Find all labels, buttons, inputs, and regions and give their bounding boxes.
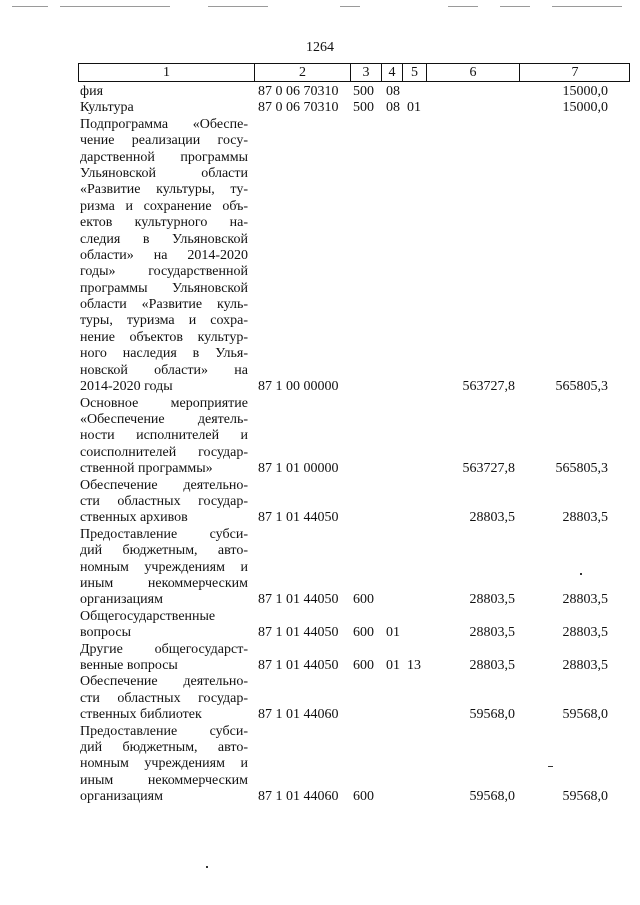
row-name xyxy=(80,84,248,100)
scan-edge-artifact xyxy=(0,6,640,10)
table-row xyxy=(0,478,640,527)
row-code: 87 0 06 70310 xyxy=(258,100,339,116)
row-name-line: области «Развитие куль- xyxy=(80,297,248,313)
row-name-line: ности исполнителей и xyxy=(80,428,248,444)
row-name-line: ного наследия в Улья- xyxy=(80,346,248,362)
row-name-line: венные вопросы xyxy=(80,657,178,673)
row-name xyxy=(80,117,248,396)
row-name-line: Предоставление субси- xyxy=(80,526,248,542)
row-value-col6: 59568,0 xyxy=(469,707,515,723)
row-name-line: Предоставление субси- xyxy=(80,723,248,739)
row-value-col7: 15000,0 xyxy=(562,83,608,99)
row-expense-type: 13 xyxy=(407,657,421,673)
row-section: 600 xyxy=(353,625,374,641)
header-col-4: 4 xyxy=(382,64,403,81)
row-value-col6: 28803,5 xyxy=(469,592,515,608)
row-subsection: 08 xyxy=(386,83,400,99)
row-name-line: новской области» на xyxy=(80,362,248,378)
row-name xyxy=(80,724,248,806)
row-code: 87 1 01 44050 xyxy=(258,625,339,641)
row-name-line: номным учреждениям и xyxy=(80,559,248,575)
table-header xyxy=(78,63,630,82)
row-subsection: 01 xyxy=(386,657,400,673)
row-name xyxy=(80,478,248,527)
row-code: 87 1 01 44050 xyxy=(258,592,339,608)
row-name-line: организациям xyxy=(80,592,163,608)
row-value-col6: 28803,5 xyxy=(469,657,515,673)
row-name-line: Общегосударственные xyxy=(80,608,216,624)
row-value-col7: 565805,3 xyxy=(555,461,608,477)
row-value-col7: 565805,3 xyxy=(555,379,608,395)
row-name-line: ственных библиотек xyxy=(80,707,202,723)
table-row xyxy=(0,100,640,116)
row-name-line: туры, туризма и сохра- xyxy=(80,313,248,329)
header-col-1: 1 xyxy=(79,64,255,81)
row-name-line: вопросы xyxy=(80,625,131,641)
table-row xyxy=(0,724,640,806)
row-code: 87 0 06 70310 xyxy=(258,83,339,99)
row-name xyxy=(80,396,248,478)
row-name xyxy=(80,674,248,723)
row-value-col7: 28803,5 xyxy=(562,510,608,526)
row-section: 500 xyxy=(353,83,374,99)
table-row xyxy=(0,84,640,100)
row-name-line: фия xyxy=(80,84,104,99)
row-code: 87 1 01 44060 xyxy=(258,707,339,723)
header-col-6: 6 xyxy=(427,64,520,81)
row-name-line: «Развитие культуры, ту- xyxy=(80,182,248,198)
row-value-col6: 28803,5 xyxy=(469,510,515,526)
row-code: 87 1 01 00000 xyxy=(258,461,339,477)
row-name-line: чение реализации госу- xyxy=(80,133,248,149)
table-row xyxy=(0,674,640,723)
row-value-col7: 59568,0 xyxy=(562,789,608,805)
row-code: 87 1 01 44060 xyxy=(258,789,339,805)
row-name-line: нение объектов культур- xyxy=(80,329,248,345)
row-name-line: Обеспечение деятельно- xyxy=(80,674,248,690)
row-name-line: дий бюджетным, авто- xyxy=(80,739,248,755)
row-name-line: следия в Ульяновской xyxy=(80,231,248,247)
row-name-line: годы» государственной xyxy=(80,264,248,280)
row-name-line: иным некоммерческим xyxy=(80,575,248,591)
row-name-line: Основное мероприятие xyxy=(80,395,248,411)
row-name-line: Обеспечение деятельно- xyxy=(80,477,248,493)
row-name-line: программы Ульяновской xyxy=(80,280,248,296)
row-name-line: организациям xyxy=(80,789,163,805)
scan-speck xyxy=(206,866,208,868)
row-name-line: ственной программы» xyxy=(80,461,213,477)
row-name-line: Подпрограмма «Обеспе- xyxy=(80,116,248,132)
row-section: 600 xyxy=(353,592,374,608)
row-value-col7: 28803,5 xyxy=(562,657,608,673)
row-code: 87 1 00 00000 xyxy=(258,379,339,395)
header-col-5: 5 xyxy=(403,64,427,81)
row-section: 600 xyxy=(353,789,374,805)
table-row xyxy=(0,396,640,478)
row-expense-type: 01 xyxy=(407,100,421,116)
table-row xyxy=(0,527,640,609)
row-value-col7: 28803,5 xyxy=(562,592,608,608)
header-col-3: 3 xyxy=(351,64,382,81)
row-name-line: сти областных государ- xyxy=(80,690,248,706)
row-name-line: Культура xyxy=(80,100,134,116)
scan-speck xyxy=(548,766,553,767)
row-name-line: области» на 2014-2020 xyxy=(80,247,248,263)
row-subsection: 08 xyxy=(386,100,400,116)
row-name-line: Другие общегосударст- xyxy=(80,641,248,657)
row-name xyxy=(80,100,248,116)
row-value-col7: 28803,5 xyxy=(562,625,608,641)
row-name-line: ризма и сохранение объ- xyxy=(80,198,248,214)
row-value-col6: 59568,0 xyxy=(469,789,515,805)
row-code: 87 1 01 44050 xyxy=(258,510,339,526)
table-row xyxy=(0,117,640,396)
table-row xyxy=(0,609,640,642)
row-name-line: дарственной программы xyxy=(80,149,248,165)
row-name xyxy=(80,527,248,609)
row-name-line: номным учреждениям и xyxy=(80,756,248,772)
row-value-col6: 28803,5 xyxy=(469,625,515,641)
row-value-col6: 563727,8 xyxy=(462,379,515,395)
row-name-line: ственных архивов xyxy=(80,510,188,526)
table-row xyxy=(0,642,640,675)
row-name-line: ектов культурного на- xyxy=(80,215,248,231)
row-name-line: «Обеспечение деятель- xyxy=(80,411,248,427)
row-name xyxy=(80,642,248,675)
row-code: 87 1 01 44050 xyxy=(258,657,339,673)
row-value-col7: 15000,0 xyxy=(562,100,608,116)
row-name-line: сти областных государ- xyxy=(80,493,248,509)
row-subsection: 01 xyxy=(386,625,400,641)
row-value-col6: 563727,8 xyxy=(462,461,515,477)
row-name-line: 2014-2020 годы xyxy=(80,379,173,395)
page-number: 1264 xyxy=(306,40,334,55)
header-col-2: 2 xyxy=(255,64,351,81)
row-value-col7: 59568,0 xyxy=(562,707,608,723)
header-col-7: 7 xyxy=(571,65,579,80)
row-section: 500 xyxy=(353,100,374,116)
row-section: 600 xyxy=(353,657,374,673)
row-name-line: соисполнителей государ- xyxy=(80,444,248,460)
scan-speck xyxy=(580,573,582,575)
row-name-line: иным некоммерческим xyxy=(80,772,248,788)
row-name-line: Ульяновской области xyxy=(80,165,248,181)
row-name-line: дий бюджетным, авто- xyxy=(80,543,248,559)
row-name xyxy=(80,609,248,642)
